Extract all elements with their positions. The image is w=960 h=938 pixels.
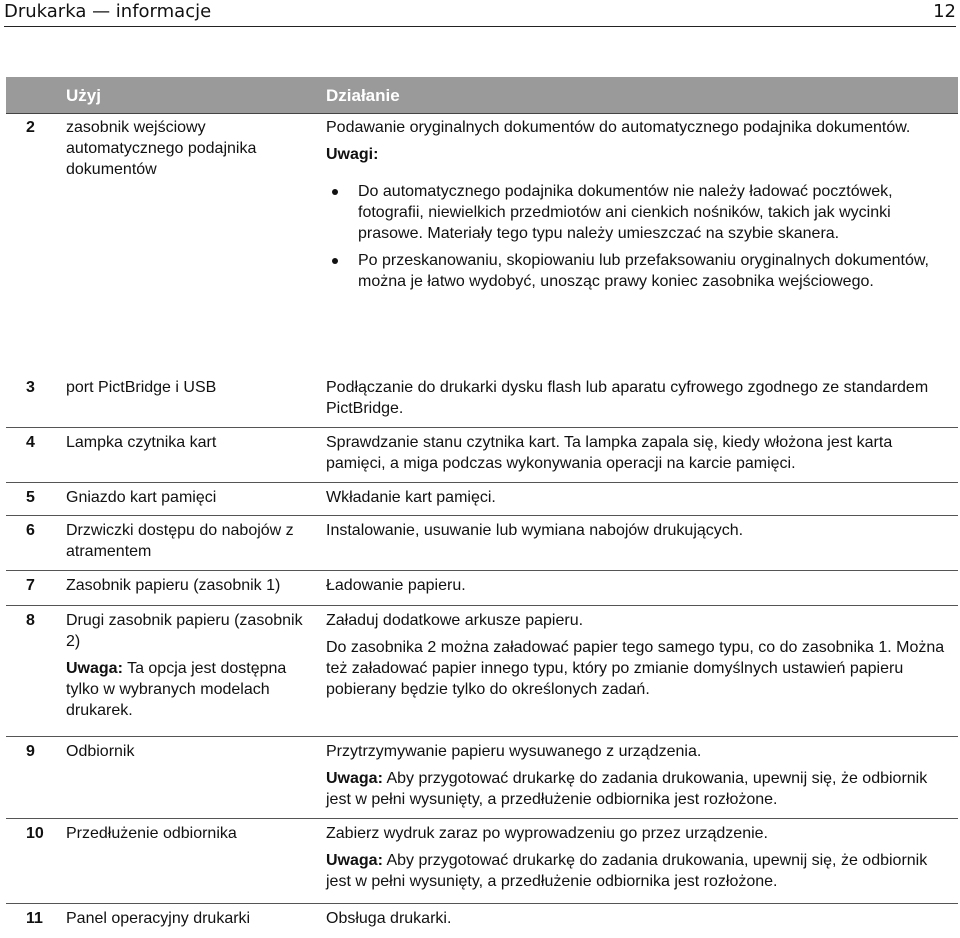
note-label: Uwaga: xyxy=(326,770,383,787)
row-action: Obsługa drukarki. xyxy=(326,910,452,927)
row-action: Ładowanie papieru. xyxy=(326,577,466,594)
row-number: 7 xyxy=(26,577,35,594)
note-text: Aby przygotować drukarkę do zadania drukowania, upewnij się, że odbiornik jest w pełni wysunięty, a przedłużenie odbiornika jest rozłożone. xyxy=(326,852,928,890)
row-action xyxy=(326,823,956,892)
list-item: Do automatycznego podajnika dokumentów nie należy ładować pocztówek, fotografii, niewielkich przedmiotów ani cienkich nośników, takich jak wycinki prasowe. Materiały tego typu należy umieszczać na szybie skanera. xyxy=(326,181,956,244)
table-row xyxy=(6,113,958,382)
row-use: Zasobnik papieru (zasobnik 1) xyxy=(66,577,281,594)
row-action: Wkładanie kart pamięci. xyxy=(326,489,496,506)
row-use: Panel operacyjny drukarki xyxy=(66,910,251,927)
notes-list xyxy=(326,181,956,292)
action-note xyxy=(326,768,956,810)
row-use: Gniazdo kart pamięci xyxy=(66,489,217,506)
action-text-2: Do zasobnika 2 można załadować papier tego samego typu, co do zasobnika 1. Można też załadować papier innego typu, który po zmianie domyślnych ustawień papieru pobierany będzie tylko do określonych zadań. xyxy=(326,639,945,698)
page-header xyxy=(4,0,956,27)
notes-label: Uwagi: xyxy=(326,146,379,163)
bullet-icon xyxy=(332,189,338,195)
row-use: Odbiornik xyxy=(66,743,135,760)
row-number: 11 xyxy=(26,910,43,927)
action-text: Podawanie oryginalnych dokumentów do automatycznego podajnika dokumentów. xyxy=(326,119,911,136)
use-note-label: Uwaga: xyxy=(66,660,123,677)
row-action: Sprawdzanie stanu czytnika kart. Ta lampka zapala się, kiedy włożona jest karta pamięci, a miga podczas wykonywania operacji na karcie pamięci. xyxy=(326,434,893,472)
row-action: Instalowanie, usuwanie lub wymiana nabojów drukujących. xyxy=(326,522,744,539)
row-number: 8 xyxy=(26,612,35,629)
table-row xyxy=(6,736,958,818)
table-row xyxy=(6,570,958,602)
column-header-use: Użyj xyxy=(66,86,101,105)
action-text: Załaduj dodatkowe arkusze papieru. xyxy=(326,612,584,629)
info-table xyxy=(6,77,958,927)
note-text: Aby przygotować drukarkę do zadania drukowania, upewnij się, że odbiornik jest w pełni wysunięty, a przedłużenie odbiornika jest rozłożone. xyxy=(326,770,928,808)
table-row xyxy=(6,818,958,901)
use-note xyxy=(66,658,314,721)
row-use: port PictBridge i USB xyxy=(66,379,217,396)
row-action xyxy=(326,610,956,700)
row-use: Drzwiczki dostępu do nabojów z atramentem xyxy=(66,522,294,560)
action-note xyxy=(326,850,956,892)
table-row xyxy=(6,515,958,570)
row-number: 4 xyxy=(26,434,35,451)
table-row xyxy=(6,482,958,514)
column-header-action: Działanie xyxy=(326,86,400,105)
page-title: Drukarka — informacje xyxy=(4,1,212,22)
use-note-text: Ta opcja jest dostępna tylko w wybranych modelach drukarek. xyxy=(66,660,287,719)
table-row xyxy=(6,605,958,736)
row-number: 2 xyxy=(26,119,35,136)
page-number: 12 xyxy=(933,1,956,22)
row-action: Podłączanie do drukarki dysku flash lub aparatu cyfrowego zgodnego ze standardem PictBridge. xyxy=(326,379,929,417)
row-number: 5 xyxy=(26,489,35,506)
action-text: Przytrzymywanie papieru wysuwanego z urządzenia. xyxy=(326,743,702,760)
table-row xyxy=(6,903,958,935)
row-action xyxy=(326,117,956,298)
table-row xyxy=(6,373,958,424)
table-row xyxy=(6,427,958,482)
use-text: Drugi zasobnik papieru (zasobnik 2) xyxy=(66,612,303,650)
table-header xyxy=(6,77,958,114)
row-action xyxy=(326,741,956,810)
row-use: Lampka czytnika kart xyxy=(66,434,217,451)
row-number: 10 xyxy=(26,825,44,842)
bullet-icon xyxy=(332,258,338,264)
row-number: 9 xyxy=(26,743,35,760)
note-label: Uwaga: xyxy=(326,852,383,869)
row-use xyxy=(66,610,314,721)
row-number: 3 xyxy=(26,379,35,396)
row-number: 6 xyxy=(26,522,35,539)
list-item: Po przeskanowaniu, skopiowaniu lub przefaksowaniu oryginalnych dokumentów, można je łatwo wydobyć, unosząc prawy koniec zasobnika wejściowego. xyxy=(326,250,956,292)
row-use: Przedłużenie odbiornika xyxy=(66,825,237,842)
row-use: zasobnik wejściowy automatycznego podajnika dokumentów xyxy=(66,119,257,178)
action-text: Zabierz wydruk zaraz po wyprowadzeniu go przez urządzenie. xyxy=(326,825,768,842)
